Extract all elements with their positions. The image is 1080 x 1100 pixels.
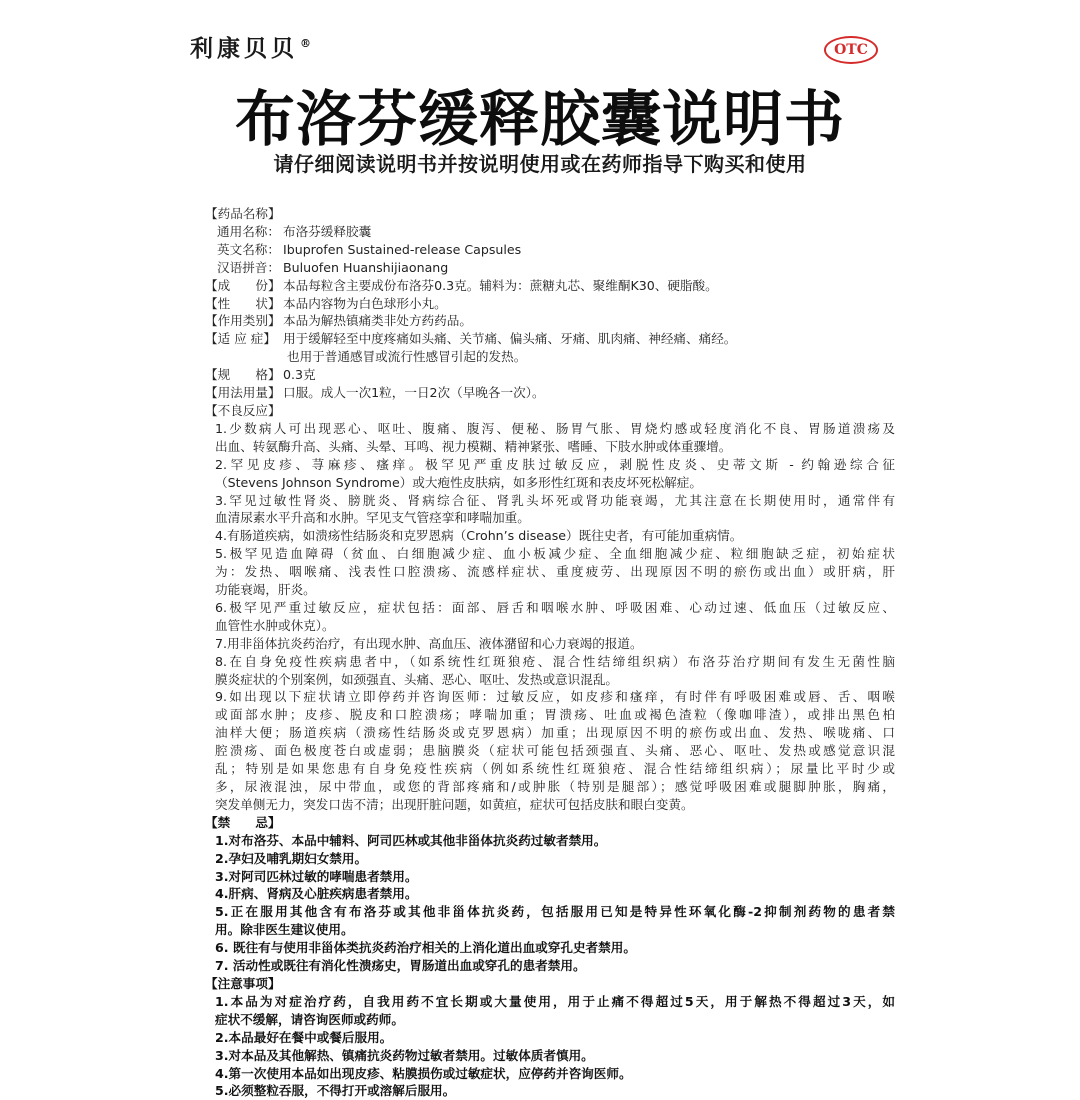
pinyin-name-label: 汉语拼音：: [217, 259, 280, 275]
adverse-reaction-item: [215, 688, 895, 813]
adverse-reaction-item-line: 突发单侧无力，突发口齿不清；出现肝脏问题，如黄疸，症状可包括皮肤和眼白变黄。: [215, 796, 694, 812]
precautions-list: [205, 993, 895, 1100]
category-value: 本品为解热镇痛类非处方药药品。: [283, 313, 472, 329]
contraindication-item-line: 用。除非医生建议使用。: [215, 922, 354, 938]
precaution-item-line: 3.对本品及其他解热、镇痛抗炎药物过敏者禁用。过敏体质者慎用。: [215, 1047, 594, 1063]
dosage-label: 【用法用量】: [205, 385, 281, 401]
pinyin-name-value: Buluofen Huanshijiaonang: [283, 259, 449, 275]
adverse-reactions-list: [205, 420, 895, 814]
contraindication-item-line: 2.孕妇及哺乳期妇女禁用。: [215, 850, 368, 866]
contraindication-item: [215, 903, 895, 939]
adverse-reaction-item-line: 多，尿液混浊，尿中带血，或您的背部疼痛和/或肿胀（特别是腿部）；感觉呼吸困难或腿脚肿胀，胸痛，: [215, 779, 895, 794]
adverse-reaction-item: [215, 420, 895, 456]
adverse-reaction-item-line: 血清尿素水平升高和水肿。罕见支气管痉挛和哮喘加重。: [215, 510, 530, 526]
otc-badge: OTC: [824, 36, 878, 64]
drug-name-header: 【药品名称】: [205, 206, 281, 221]
adverse-reaction-item-line: 或面部水肿；皮疹、脱皮和口腔溃疡；哮喘加重；胃溃疡、吐血或褐色渣粒（像咖啡渣），或排出黑色柏: [215, 707, 895, 723]
adverse-reaction-item-line: 5.极罕见造血障碍（贫血、白细胞减少症、血小板减少症、全血细胞减少症、粒细胞缺乏症，初始症状: [215, 546, 895, 562]
spec-value: 0.3克: [283, 367, 316, 383]
indications-label: 【适 应 症】: [205, 331, 276, 347]
precaution-item-line: 1.本品为对症治疗药，自我用药不宜长期或大量使用，用于止痛不得超过5天，用于解热不得超过3天，如: [215, 993, 895, 1009]
document-subtitle: 请仔细阅读说明书并按说明使用或在药师指导下购买和使用: [273, 152, 807, 176]
precaution-item: [215, 1047, 895, 1065]
top-bar: [0, 0, 1080, 80]
composition-label: 【成 份】: [205, 277, 281, 293]
generic-name-value: 布洛芬缓释胶囊: [283, 223, 372, 239]
adverse-reaction-item-line: 6.极罕见严重过敏反应，症状包括：面部、唇舌和咽喉水肿、呼吸困难、心动过速、低血压（过敏反应、: [215, 599, 895, 615]
contraindication-item: [215, 832, 895, 850]
contraindication-item: [215, 885, 895, 903]
adverse-reaction-item-line: 膜炎症状的个别案例，如颈强直、头痛、恶心、呕吐、发热或意识混乱。: [215, 671, 618, 687]
contraindication-item-line: 3.对阿司匹林过敏的哮喘患者禁用。: [215, 868, 418, 884]
contraindication-item: [215, 939, 895, 957]
precaution-item-line: 5.必须整粒吞服，不得打开或溶解后服用。: [215, 1083, 456, 1099]
contraindication-item-line: 5.正在服用其他含有布洛芬或其他非甾体抗炎药，包括服用已知是特异性环氧化酶-2抑制剂药物的患者禁: [215, 904, 895, 920]
contraindication-item-line: 6. 既往有与使用非甾体类抗炎药治疗相关的上消化道出血或穿孔史者禁用。: [215, 940, 636, 956]
composition-value: 本品每粒含主要成份布洛芬0.3克。辅料为：蔗糖丸芯、聚维酮K30、硬脂酸。: [283, 277, 718, 293]
category-row: [205, 312, 895, 330]
pinyin-name-row: [205, 259, 895, 277]
precaution-item: [215, 1082, 895, 1100]
precaution-item-line: 2.本品最好在餐中或餐后服用。: [215, 1029, 393, 1045]
category-label: 【作用类别】: [205, 313, 281, 329]
adverse-reaction-item-line: 2.罕见皮疹、荨麻疹、瘙痒。极罕见严重皮肤过敏反应，剥脱性皮炎、史蒂文斯 - 约翰逊综合征: [215, 456, 895, 472]
generic-name-label: 通用名称：: [217, 223, 280, 239]
contraindications-list: [205, 832, 895, 975]
indications-row: [205, 330, 895, 348]
adverse-reaction-item-line: 出血、转氨酶升高、头痛、头晕、耳鸣、视力模糊、精神紧张、嗜睡、下肢水肿或体重骤增。: [215, 438, 732, 454]
precautions-header: 【注意事项】: [205, 975, 281, 991]
precaution-item-line: 4.第一次使用本品如出现皮疹、粘膜损伤或过敏症状，应停药并咨询医师。: [215, 1065, 632, 1081]
contraindication-item: [215, 850, 895, 868]
indications-value: 用于缓解轻至中度疼痛如头痛、关节痛、偏头痛、牙痛、肌肉痛、神经痛、痛经。: [283, 331, 737, 347]
adverse-reaction-item-line: 为：发热、咽喉痛、浅表性口腔溃疡、流感样症状、重度疲劳、出现原因不明的瘀伤或出血）或肝病，肝: [215, 564, 895, 580]
document-title: 布洛芬缓释胶囊说明书: [235, 85, 845, 155]
adverse-reaction-item-line: 功能衰竭，肝炎。: [215, 582, 316, 598]
precaution-item: [215, 1029, 895, 1047]
leaflet-body: [205, 205, 895, 1100]
contraindication-item-line: 4.肝病、肾病及心脏疾病患者禁用。: [215, 886, 418, 902]
adverse-reactions-header: 【不良反应】: [205, 402, 281, 418]
properties-label: 【性 状】: [205, 295, 281, 311]
contraindication-item: [215, 957, 895, 975]
adverse-reaction-item-line: 腔溃疡、面色极度苍白或虚弱；患脑膜炎（症状可能包括颈强直、头痛、恶心、呕吐、发热或感觉意识混: [215, 743, 895, 759]
adverse-reaction-item-line: 7.用非甾体抗炎药治疗，有出现水肿、高血压、液体潴留和心力衰竭的报道。: [215, 635, 643, 651]
adverse-reaction-item-line: 3.罕见过敏性肾炎、膀胱炎、肾病综合征、肾乳头坏死或肾功能衰竭，尤其注意在长期使用时，通常伴有: [215, 492, 895, 508]
spec-row: [205, 366, 895, 384]
adverse-reaction-item-line: 8.在自身免疫性疾病患者中，（如系统性红斑狼疮、混合性结缔组织病）布洛芬治疗期间有发生无菌性脑: [215, 653, 895, 669]
adverse-reaction-item-line: 4.有肠道疾病，如溃疡性结肠炎和克罗恩病（Crohn’s disease）既往史者，有可能加重病情。: [215, 528, 743, 544]
properties-row: [205, 295, 895, 313]
english-name-row: [205, 241, 895, 259]
english-name-value: Ibuprofen Sustained-release Capsules: [283, 241, 522, 257]
adverse-reaction-item-line: 乱；特别是如果您患有自身免疫性疾病（例如系统性红斑狼疮、混合性结缔组织病）；尿量比平时少或: [215, 761, 895, 777]
dosage-row: [205, 384, 895, 402]
adverse-reaction-item-line: 血管性水肿或休克）。: [215, 617, 335, 633]
adverse-reaction-item-line: 9.如出现以下症状请立即停药并咨询医师：过敏反应，如皮疹和瘙痒，有时伴有呼吸困难或唇、舌、咽喉: [215, 689, 895, 705]
spec-label: 【规 格】: [205, 367, 281, 383]
adverse-reaction-item: [215, 527, 895, 545]
adverse-reaction-item-line: （Stevens Johnson Syndrome）或大疱性皮肤病，如多形性红斑和表皮坏死松解症。: [215, 474, 702, 490]
contraindication-item: [215, 868, 895, 886]
generic-name-row: [205, 223, 895, 241]
precaution-item: [215, 993, 895, 1029]
indications-value-2: 也用于普通感冒或流行性感冒引起的发热。: [287, 349, 527, 365]
adverse-reaction-item-line: 油样大便；肠道疾病（溃疡性结肠炎或克罗恩病）加重；出现原因不明的瘀伤或出血、发热、喉咙痛、口: [215, 725, 895, 741]
contraindications-header: 【禁 忌】: [205, 814, 281, 830]
adverse-reaction-item: [215, 653, 895, 689]
contraindication-item-line: 1.对布洛芬、本品中辅料、阿司匹林或其他非甾体抗炎药过敏者禁用。: [215, 832, 607, 848]
brand-name: 利康贝贝: [190, 35, 298, 62]
adverse-reaction-item: [215, 635, 895, 653]
properties-value: 本品内容物为白色球形小丸。: [283, 295, 447, 311]
adverse-reaction-item: [215, 492, 895, 528]
adverse-reaction-item: [215, 545, 895, 599]
brand-logo: [190, 30, 311, 63]
precaution-item-line: 症状不缓解，请咨询医师或药师。: [215, 1011, 404, 1027]
adverse-reaction-item: [215, 456, 895, 492]
composition-row: [205, 277, 895, 295]
registered-mark: ®: [300, 37, 311, 51]
adverse-reaction-item: [215, 599, 895, 635]
adverse-reaction-item-line: 1.少数病人可出现恶心、呕吐、腹痛、腹泻、便秘、肠胃气胀、胃烧灼感或轻度消化不良、胃肠道溃疡及: [215, 420, 895, 436]
contraindication-item-line: 7. 活动性或既往有消化性溃疡史，胃肠道出血或穿孔的患者禁用。: [215, 958, 586, 974]
english-name-label: 英文名称：: [217, 241, 280, 257]
dosage-value: 口服。成人一次1粒，一日2次（早晚各一次）。: [283, 385, 545, 401]
